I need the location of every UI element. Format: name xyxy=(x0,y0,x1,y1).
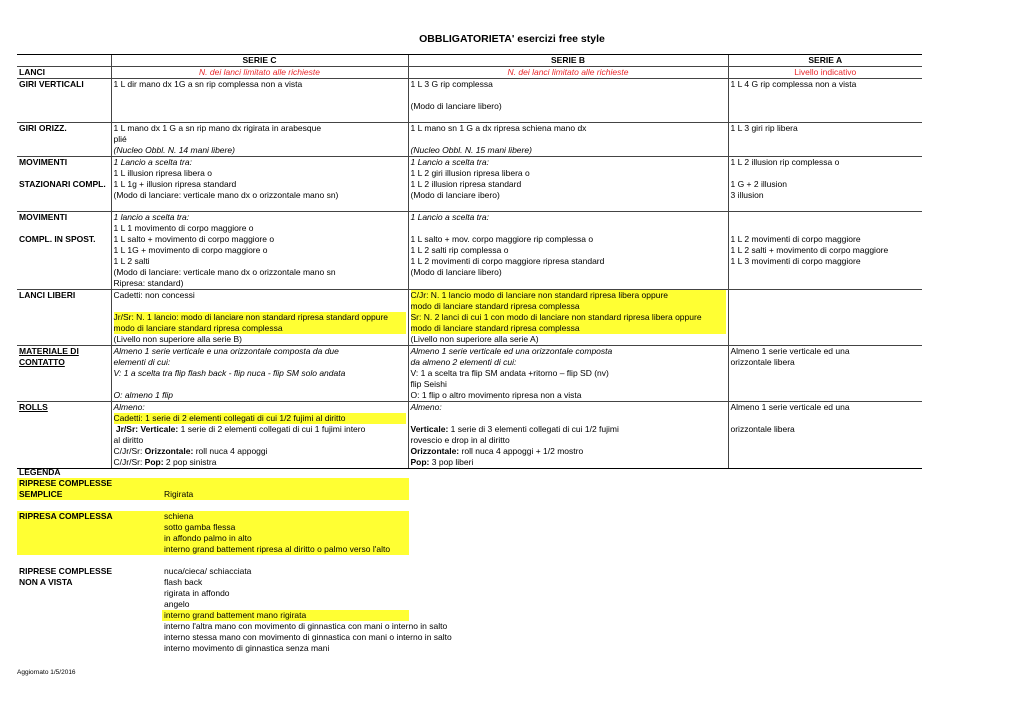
rolls-serie-a: Almeno 1 serie verticale ed una orizzontale libera xyxy=(728,402,922,469)
materiale-serie-a: Almeno 1 serie verticale ed una orizzontale libera xyxy=(728,346,922,402)
movimenti-spost-serie-a: 1 L 2 movimenti di corpo maggiore 1 L 2 salti + movimento di corpo maggiore 1 L 3 movimenti di corpo maggiore xyxy=(728,212,922,290)
table-row-giri-orizz xyxy=(17,123,922,157)
row-label-materiale-contatto: MATERIALE DI CONTATTO xyxy=(17,346,111,402)
movimenti-stazionari-serie-b: 1 Lancio a scelta tra: 1 L 2 giri illusion ripresa libera o 1 L 2 illusion ripresa standard (Modo di lanciare ibero) xyxy=(408,157,728,212)
movimenti-stazionari-serie-a: 1 L 2 illusion rip complessa o 1 G + 2 illusion 3 illusion xyxy=(728,157,922,212)
row-label-movimenti-stazionari: MOVIMENTI STAZIONARI COMPL. xyxy=(17,157,111,212)
lanci-liberi-serie-a xyxy=(728,290,922,346)
rolls-serie-c: Almeno: Cadetti: 1 serie di 2 elementi collegati di cui 1/2 fujimi al diritto Jr/Sr: Verticale: 1 serie di 2 elementi collegati di cui 1 fujimi intero al diritto C/Jr/Sr: Orizzontale: roll nuca 4 appoggi C/Jr/Sr: Pop: 2 pop sinistra xyxy=(111,402,408,469)
legend-riprese-complesse-semplice: RIPRESE COMPLESSE xyxy=(19,478,113,488)
legend-title: LEGENDA xyxy=(19,467,61,477)
lanci-liberi-serie-b: C/Jr: N. 1 lancio modo di lanciare non standard ripresa libera oppure modo di lanciare standard ripresa complessa Sr: N. 2 lanci di cui 1 con modo di lanciare non standard ripresa libera oppure modo di lanciare standard ripresa complessa (Livello non superiore alla serie A) xyxy=(408,290,728,346)
requirements-table xyxy=(17,54,922,469)
row-label-lanci-liberi: LANCI LIBERI xyxy=(17,290,111,346)
table-row-materiale-contatto xyxy=(17,346,922,402)
table-row-lanci xyxy=(17,67,922,79)
page-title: OBBLIGATORIETA' esercizi free style xyxy=(419,33,605,45)
rolls-serie-b: Almeno: Verticale: 1 serie di 3 elementi collegati di cui 1/2 fujimi rovescio e drop in al diritto Orizzontale: roll nuca 4 appoggi + 1/2 mostro Pop: 3 pop liberi xyxy=(408,402,728,469)
updated-date: Aggiornato 1/5/2016 xyxy=(17,669,76,676)
materiale-serie-c: Almeno 1 serie verticale e una orizzontale composta da due elementi di cui: V: 1 a scelta tra flip flash back - flip nuca - flip SM solo andata O: almeno 1 flip xyxy=(111,346,408,402)
giri-orizz-serie-a: 1 L 3 giri rip libera xyxy=(728,123,922,157)
movimenti-stazionari-serie-c: 1 Lancio a scelta tra: 1 L illusion ripresa libera o 1 L 1g + illusion ripresa standard (Modo di lanciare: verticale mano dx o orizzontale mano sn) xyxy=(111,157,408,212)
legend-ripresa-complessa: RIPRESA COMPLESSA xyxy=(19,511,113,521)
lanci-serie-c: N. dei lanci limitato alle richieste xyxy=(111,67,408,79)
row-label-giri-verticali: GIRI VERTICALI xyxy=(17,79,111,123)
header-serie-c: SERIE C xyxy=(111,55,408,67)
movimenti-spost-serie-b: 1 Lancio a scelta tra: 1 L salto + mov. corpo maggiore rip complessa o 1 L 2 salti rip complessa o 1 L 2 movimenti di corpo maggiore ripresa standard (Modo di lanciare libero) xyxy=(408,212,728,290)
header-blank xyxy=(17,55,111,67)
materiale-serie-b: Almeno 1 serie verticale ed una orizzontale composta da almeno 2 elementi di cui: V: 1 a scelta tra flip SM andata +ritorno – flip SD (nv) flip Seishi O: 1 flip o altro movimento ripresa non a vista xyxy=(408,346,728,402)
legend-rigirata: Rigirata xyxy=(164,489,194,499)
legend: LEGENDA RIPRESE COMPLESSE SEMPLICE Rigirata RIPRESA COMPLESSA schiena sotto gamba flessa in affondo palmo in alto interno grand battement ripresa al diritto o palmo verso l'alto RIPRESE COMPLESSE nuca/cieca/ schiacciata NON A VISTA flash back rigirata in affondo angelo interno grand battement mano rigirata interno l'altra mano con movimento di ginnastica con mani o interno in salto interno stessa mano con movimento di ginnastica con mani o interno in salto interno movimento di ginnastica senza mani xyxy=(19,467,452,653)
table-header-row xyxy=(17,55,922,67)
lanci-serie-a: Livello indicativo xyxy=(728,67,922,79)
giri-orizz-serie-b: 1 L mano sn 1 G a dx ripresa schiena mano dx (Nucleo Obbl. N. 15 mani libere) xyxy=(408,123,728,157)
table-row-movimenti-spost xyxy=(17,212,922,290)
giri-orizz-serie-c: 1 L mano dx 1 G a sn rip mano dx rigirata in arabesque plié (Nucleo Obbl. N. 14 mani libere) xyxy=(111,123,408,157)
giri-verticali-serie-c: 1 L dir mano dx 1G a sn rip complessa non a vista xyxy=(111,79,408,123)
header-serie-a: SERIE A xyxy=(728,55,922,67)
table-row-rolls xyxy=(17,402,922,469)
giri-verticali-serie-b: 1 L 3 G rip complessa (Modo di lanciare libero) xyxy=(408,79,728,123)
row-label-giri-orizz: GIRI ORIZZ. xyxy=(17,123,111,157)
legend-riprese-non-a-vista: RIPRESE COMPLESSE xyxy=(19,566,113,576)
lanci-liberi-serie-c: Cadetti: non concessi Jr/Sr: N. 1 lancio: modo di lanciare non standard ripresa standard oppure modo di lanciare standard ripresa complessa (Livello non superiore alla serie B) xyxy=(111,290,408,346)
header-serie-b: SERIE B xyxy=(408,55,728,67)
row-label-movimenti-spost: MOVIMENTI COMPL. IN SPOST. xyxy=(17,212,111,290)
table-row-lanci-liberi xyxy=(17,290,922,346)
table-row-movimenti-stazionari xyxy=(17,157,922,212)
giri-verticali-serie-a: 1 L 4 G rip complessa non a vista xyxy=(728,79,922,123)
movimenti-spost-serie-c: 1 lancio a scelta tra: 1 L 1 movimento di corpo maggiore o 1 L salto + movimento di corpo maggiore o 1 L 1G + movimento di corpo maggiore o 1 L 2 salti (Modo di lanciare: verticale mano dx o orizzontale mano sn Ripresa: standard) xyxy=(111,212,408,290)
table-row-giri-verticali xyxy=(17,79,922,123)
lanci-serie-b: N. dei lanci limitato alle richieste xyxy=(408,67,728,79)
row-label-rolls: ROLLS xyxy=(17,402,111,469)
row-label-lanci: LANCI xyxy=(17,67,111,79)
